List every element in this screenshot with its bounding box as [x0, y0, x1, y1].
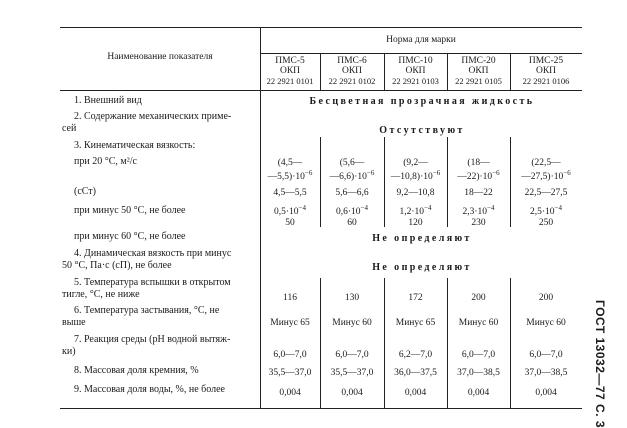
row-label-cont: тигле, °C, не ниже — [62, 289, 140, 300]
value-line: 50 — [285, 218, 295, 229]
value-cell: 6,2—7,0 — [398, 350, 433, 360]
value-cell: 0,004 — [535, 388, 557, 398]
table-top-rule — [60, 27, 582, 28]
value-exponent: −4 — [298, 204, 306, 212]
row-label: 7. Реакция среды (рН водной вытяж- — [74, 334, 231, 345]
row-span-value: Бесцветная прозрачная жидкость — [309, 96, 535, 107]
value-cell: Минус 60 — [332, 318, 372, 328]
mark-name: ПМС-5 — [275, 56, 305, 66]
value-cell: 6,0—7,0 — [461, 350, 496, 360]
norm-group-header: Норма для марки — [386, 35, 456, 45]
mark-header — [384, 57, 447, 86]
value-cell — [384, 204, 447, 230]
value-cell — [510, 204, 582, 230]
value-exponent: −6 — [366, 169, 375, 178]
value-cell: 172 — [408, 293, 423, 303]
value-cell: Минус 60 — [458, 318, 499, 328]
value-base: 2,3·10 — [462, 207, 488, 217]
value-line — [384, 204, 447, 218]
value-exponent: −6 — [304, 169, 313, 178]
mark-okp-code: 22 2921 0101 — [266, 75, 314, 86]
value-base: —10,8)·10 — [390, 172, 433, 183]
value-base: 0,5·10 — [274, 207, 299, 217]
norm-group-rule — [260, 53, 582, 54]
value-line — [260, 169, 320, 183]
header-bottom-rule — [60, 90, 582, 91]
value-exponent: −4 — [487, 204, 495, 212]
value-cell: 6,0—7,0 — [273, 350, 307, 360]
value-cell: Минус 65 — [395, 318, 436, 328]
value-line: (18— — [467, 158, 490, 168]
mark-name: ПМС-10 — [398, 56, 433, 66]
value-line — [447, 204, 510, 218]
row-label-cont: сей — [62, 123, 77, 134]
value-line: 60 — [347, 218, 357, 229]
value-line — [260, 204, 320, 218]
value-cell: 6,0—7,0 — [335, 350, 369, 360]
row-label-cont: 50 °C, Па·с (сП), не более — [62, 260, 172, 271]
value-cell: 130 — [344, 293, 360, 303]
row-span-value: Отсутствуют — [379, 125, 465, 136]
row-label: 8. Массовая доля кремния, % — [74, 365, 199, 376]
value-line: (9,2— — [403, 158, 428, 168]
value-cell: 116 — [283, 293, 297, 303]
value-base: —27,5)·10 — [521, 172, 564, 183]
value-cell — [510, 158, 582, 184]
mark-okp-code: 22 2921 0102 — [328, 75, 376, 86]
mark-okp-label: ОКП — [535, 65, 557, 76]
row-span-value: Не определяют — [372, 233, 472, 244]
value-line: 230 — [471, 218, 486, 229]
row-sublabel: (сСт) — [74, 186, 97, 197]
value-cell: 6,0—7,0 — [529, 350, 563, 360]
value-cell: 37,0—38,5 — [524, 368, 568, 378]
value-cell — [260, 158, 320, 184]
mark-header — [260, 57, 320, 86]
mark-header — [320, 57, 384, 86]
mark-okp-code: 22 2921 0106 — [522, 75, 570, 86]
value-cell: 200 — [471, 293, 486, 303]
mark-name: ПМС-6 — [337, 56, 367, 66]
value-cell: 0,004 — [467, 388, 490, 398]
row-sublabel: при 20 °C, м²/с — [74, 156, 137, 167]
row-label: 4. Динамическая вязкость при минус — [74, 248, 232, 259]
row-label: 1. Внешний вид — [74, 95, 142, 106]
value-cell: 35,5—37,0 — [330, 368, 374, 378]
value-line — [320, 169, 384, 183]
value-line: 250 — [538, 218, 554, 229]
value-exponent: −6 — [492, 169, 500, 178]
value-cell: 9,2—10,8 — [396, 188, 435, 198]
row-sublabel: при минус 60 °C, не более — [74, 231, 186, 242]
value-cell: 0,004 — [341, 388, 363, 398]
value-exponent: −6 — [432, 169, 441, 178]
mark-header — [510, 57, 582, 86]
value-exponent: −4 — [424, 204, 432, 212]
value-line: (4,5— — [277, 158, 303, 168]
mark-okp-label: ОКП — [279, 65, 301, 76]
value-cell: 37,0—38,5 — [457, 368, 500, 378]
value-cell: Минус 60 — [526, 318, 566, 328]
value-base: 2,5·10 — [530, 207, 555, 217]
row-sublabel: при минус 50 °C, не более — [74, 205, 186, 216]
value-exponent: −6 — [563, 169, 571, 178]
side-page-caption: ГОСТ 13032—77 С. 3 — [593, 300, 607, 428]
mark-okp-label: ОКП — [405, 65, 426, 76]
value-cell: 22,5—27,5 — [524, 188, 568, 198]
value-line: (22,5— — [531, 158, 561, 168]
value-cell: Минус 65 — [270, 318, 310, 328]
value-line — [447, 169, 510, 183]
mark-okp-label: ОКП — [341, 65, 363, 76]
value-cell: 0,004 — [404, 388, 427, 398]
row-label: 6. Температура застывания, °C, не — [74, 305, 220, 316]
value-cell: 5,6—6,6 — [335, 188, 369, 198]
value-cell: 35,5—37,0 — [268, 368, 312, 378]
value-base: 1,2·10 — [399, 207, 425, 217]
table-bottom-rule — [60, 408, 582, 409]
mark-name: ПМС-25 — [528, 56, 564, 66]
mark-name: ПМС-20 — [461, 56, 496, 66]
value-cell: 18—22 — [464, 188, 493, 198]
value-line — [384, 169, 447, 183]
value-cell — [447, 158, 510, 184]
mark-header — [447, 57, 510, 86]
mark-okp-code: 22 2921 0103 — [392, 75, 439, 86]
mark-okp-label: ОКП — [468, 65, 489, 76]
value-cell — [384, 158, 447, 184]
value-line — [510, 169, 582, 183]
row-label-cont: ки) — [62, 346, 76, 357]
mark-okp-code: 22 2921 0105 — [455, 75, 502, 86]
value-cell: 36,0—37,5 — [394, 368, 437, 378]
row-span-value: Не определяют — [372, 262, 472, 273]
value-cell — [447, 204, 510, 230]
value-base: 0,6·10 — [336, 207, 361, 217]
value-line — [510, 204, 582, 218]
row-label: 5. Температура вспышки в открытом — [74, 277, 231, 288]
value-base: —22)·10 — [457, 172, 493, 183]
value-base: —6,6)·10 — [329, 172, 367, 183]
value-exponent: −4 — [360, 204, 368, 212]
value-line — [320, 204, 384, 218]
value-line: 120 — [408, 218, 423, 229]
row-label: 3. Кинематическая вязкость: — [74, 140, 196, 151]
value-line: (5,6— — [339, 158, 365, 168]
value-cell: 200 — [538, 293, 554, 303]
value-cell: 4,5—5,5 — [273, 188, 307, 198]
row-label: 9. Массовая доля воды, %, не более — [74, 384, 225, 395]
col-name-header: Наименование показателя — [107, 52, 213, 62]
value-cell — [260, 204, 320, 230]
row-label-cont: выше — [62, 317, 86, 328]
value-cell: 0,004 — [279, 388, 301, 398]
value-cell — [320, 158, 384, 184]
row-label: 2. Содержание механических приме- — [74, 111, 232, 122]
value-cell — [320, 204, 384, 230]
value-exponent: −4 — [554, 204, 562, 212]
value-base: —5,5)·10 — [267, 172, 305, 183]
